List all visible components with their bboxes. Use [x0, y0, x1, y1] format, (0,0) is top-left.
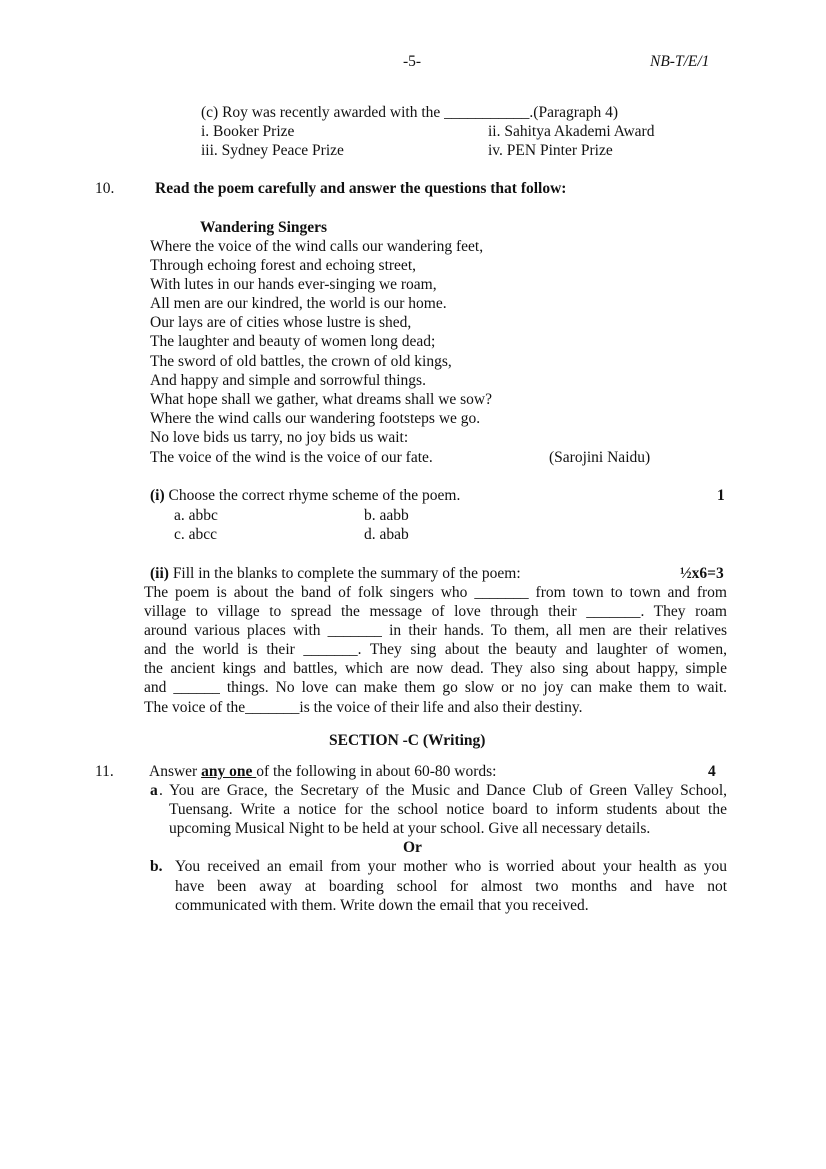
- poem-line: The laughter and beauty of women long dead;: [150, 333, 436, 350]
- page-number: -5-: [403, 53, 422, 70]
- part-i-label: (i): [150, 487, 165, 504]
- poem-line: And happy and simple and sorrowful things.: [150, 372, 426, 389]
- section-c-title: SECTION -C (Writing): [329, 732, 486, 749]
- summary-line: the ancient kings and battles, which are now dead. They also sing about happy, simple: [144, 660, 727, 677]
- summary-line: and ______ things. No love can make them go slow or no joy can make them to wait.: [144, 679, 727, 696]
- summary-line: village to village to spread the message of love through their _______. They roam: [144, 603, 727, 620]
- poem-line: No love bids us tarry, no joy bids us wait:: [150, 429, 409, 446]
- part-i-option-d: d. abab: [364, 526, 409, 543]
- part-i-question: [150, 486, 460, 505]
- part-ii-label: (ii): [150, 565, 169, 582]
- q11-a-label: a: [150, 782, 158, 799]
- q11-instruction: [149, 762, 496, 781]
- q9c-option-i: i. Booker Prize: [201, 123, 295, 140]
- poem-line: Where the wind calls our wandering footsteps we go.: [150, 410, 481, 427]
- poem-title: Wandering Singers: [200, 219, 328, 236]
- q10-instruction: Read the poem carefully and answer the questions that follow:: [155, 180, 567, 197]
- q11-b-label: b.: [150, 858, 163, 875]
- q9c-option-iv: iv. PEN Pinter Prize: [488, 142, 613, 159]
- q11-b-line: communicated with them. Write down the email that you received.: [175, 897, 589, 914]
- poem-line: All men are our kindred, the world is our home.: [150, 295, 447, 312]
- summary-line: and the world is their _______. They sing about the beauty and laughter of women,: [144, 641, 727, 658]
- q9c-option-ii: ii. Sahitya Akademi Award: [488, 123, 655, 140]
- part-ii-marks: ½x6=3: [680, 565, 724, 582]
- poem-line: Through echoing forest and echoing street,: [150, 257, 416, 274]
- q10-number: 10.: [95, 180, 115, 197]
- part-i-text: Choose the correct rhyme scheme of the poem.: [164, 487, 461, 504]
- q9c-option-iii: iii. Sydney Peace Prize: [201, 142, 344, 159]
- part-ii-text: Fill in the blanks to complete the summary of the poem:: [168, 565, 521, 582]
- poem-line: With lutes in our hands ever-singing we roam,: [150, 276, 437, 293]
- q11-number: 11.: [95, 763, 114, 780]
- q11-instruction-post: of the following in about 60-80 words:: [256, 763, 497, 780]
- q9c-question: (c) Roy was recently awarded with the ___________.(Paragraph 4): [201, 104, 619, 121]
- poem-line: The sword of old battles, the crown of old kings,: [150, 353, 452, 370]
- q11-instruction-emph: any one: [201, 763, 257, 780]
- poem-line: The voice of the wind is the voice of our fate.: [150, 449, 433, 466]
- poem-line: What hope shall we gather, what dreams shall we sow?: [150, 391, 492, 408]
- part-i-option-c: c. abcc: [174, 526, 218, 543]
- poem-line: Where the voice of the wind calls our wandering feet,: [150, 238, 484, 255]
- part-i-marks: 1: [717, 487, 725, 504]
- part-i-option-a: a. abbc: [174, 507, 218, 524]
- q11-b-line: have been away at boarding school for almost two months and have not: [175, 878, 727, 895]
- part-ii-question: [150, 564, 521, 583]
- q11-marks: 4: [708, 763, 716, 780]
- q11-a-line: . You are Grace, the Secretary of the Music and Dance Club of Green Valley School,: [159, 782, 727, 799]
- q11-b-line: You received an email from your mother who is worried about your health as you: [175, 858, 727, 875]
- q11-instruction-pre: Answer: [149, 763, 202, 780]
- poem-line: Our lays are of cities whose lustre is shed,: [150, 314, 412, 331]
- summary-line: The poem is about the band of folk singers who _______ from town to town and from: [144, 584, 727, 601]
- q11-a-line: Tuensang. Write a notice for the school notice board to inform students about the: [169, 801, 727, 818]
- poem-author: (Sarojini Naidu): [549, 449, 651, 466]
- q11-a-line: upcoming Musical Night to be held at your school. Give all necessary details.: [169, 820, 651, 837]
- summary-line: The voice of the_______is the voice of their life and also their destiny.: [144, 699, 583, 716]
- or-label: Or: [403, 839, 422, 856]
- part-i-option-b: b. aabb: [364, 507, 409, 524]
- summary-line: around various places with _______ in their hands. To them, all men are their relatives: [144, 622, 727, 639]
- paper-code: NB-T/E/1: [650, 53, 710, 70]
